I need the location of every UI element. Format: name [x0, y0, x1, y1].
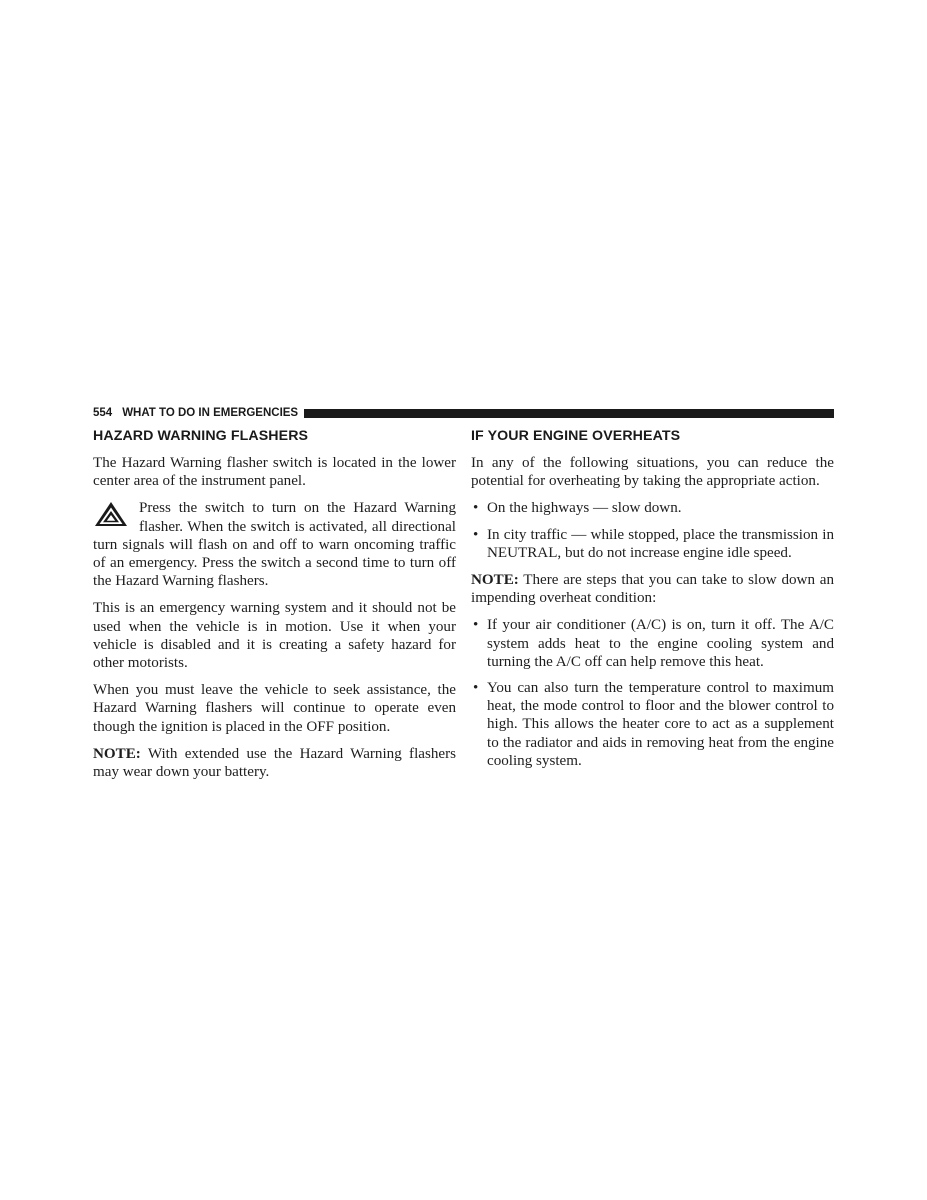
list-item: • You can also turn the temperature control to maximum heat, the mode control to floor and the blower control to high. This allows the heater core to act as a supplement to the radiator and aids in removing heat from the engine cooling system. — [473, 680, 834, 769]
battery-note — [93, 745, 456, 781]
note-text: With extended use the Hazard Warning flashers may wear down your battery. — [93, 745, 456, 781]
list-item: • On the highways — slow down. — [473, 500, 682, 517]
emergency-system-paragraph: This is an emergency warning system and it should not be used when the vehicle is in motion. Use it when your vehicle is disabled and it is creating a safety hazard for other motorists. — [93, 600, 456, 672]
running-header — [93, 404, 834, 422]
steps-list — [471, 616, 834, 770]
header-rule — [304, 409, 834, 418]
bullet: • — [473, 500, 479, 517]
note-label: NOTE: — [93, 745, 141, 762]
bullet: • — [473, 680, 479, 697]
note-text: There are steps that you can take to slow down an impending overheat condition: — [471, 572, 834, 607]
bullet: • — [473, 526, 479, 543]
hazard-switch-paragraph — [93, 499, 456, 590]
leave-vehicle-paragraph: When you must leave the vehicle to seek assistance, the Hazard Warning flashers will continue to operate even though the ignition is placed in the OFF position. — [93, 682, 456, 735]
bullet: • — [473, 617, 479, 634]
hazard-switch-text: Press the switch to turn on the Hazard Warning flasher. When the switch is activated, all directional turn signals will flash on and off to warn oncoming traffic of an emergency. Press the switch a second time to turn off the Hazard Warning flashers. — [93, 500, 456, 590]
overheat-heading: IF YOUR ENGINE OVERHEATS — [471, 428, 681, 444]
situation-list — [471, 499, 834, 562]
list-item: • If your air conditioner (A/C) is on, turn it off. The A/C system adds heat to the engine cooling system and turning the A/C off can help remove this heat. — [473, 617, 834, 670]
hazard-heading: HAZARD WARNING FLASHERS — [93, 428, 309, 444]
overheat-note — [471, 571, 834, 607]
hazard-intro-paragraph: The Hazard Warning flasher switch is located in the lower center area of the instrument panel. — [93, 455, 456, 490]
page-number: 554 — [93, 407, 113, 419]
overheat-intro-paragraph: In any of the following situations, you can reduce the potential for overheating by taking the appropriate action. — [471, 455, 834, 490]
hazard-triangle-icon — [93, 501, 129, 527]
right-column — [471, 426, 834, 779]
list-item: • In city traffic — while stopped, place the transmission in NEUTRAL, but do not increase engine idle speed. — [473, 526, 834, 561]
section-title: WHAT TO DO IN EMERGENCIES — [122, 407, 299, 419]
note-label: NOTE: — [471, 572, 519, 589]
left-column — [93, 426, 456, 790]
